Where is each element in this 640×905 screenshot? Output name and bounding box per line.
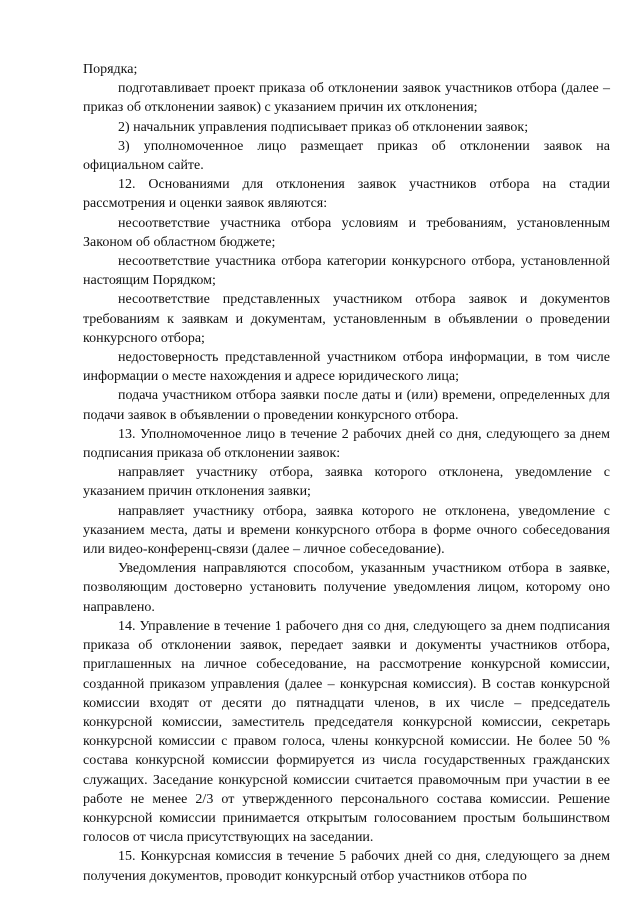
paragraph: 15. Конкурсная комиссия в течение 5 рабочих дней со дня, следующего за днем получения документов, проводит конкурсный отбор участников отбора по bbox=[83, 849, 610, 884]
paragraph: недостоверность представленной участником отбора информации, в том числе информации о месте нахождения и адресе юридического лица; bbox=[83, 350, 610, 385]
paragraph: Уведомления направляются способом, указанным участником отбора в заявке, позволяющим достоверно установить получение уведомления лицом, которому оно направлено. bbox=[83, 561, 610, 615]
paragraph: несоответствие участника отбора категории конкурсного отбора, установленной настоящим Порядком; bbox=[83, 254, 610, 289]
paragraph: направляет участнику отбора, заявка которого отклонена, уведомление с указанием причин отклонения заявки; bbox=[83, 465, 610, 500]
paragraph: подача участником отбора заявки после даты и (или) времени, определенных для подачи заявок в объявлении о проведении конкурсного отбора. bbox=[83, 388, 610, 423]
paragraph: 13. Уполномоченное лицо в течение 2 рабочих дней со дня, следующего за днем подписания приказа об отклонении заявок: bbox=[83, 426, 610, 462]
paragraph: несоответствие участника отбора условиям и требованиям, установленным Законом об областном бюджете; bbox=[83, 215, 610, 250]
paragraph: 14. Управление в течение 1 рабочего дня со дня, следующего за днем подписания приказа об отклонении заявок, передает заявки и документы участников отбора, приглашенных на личное собеседование, на рассмотрение конкурсной комиссии, созданной приказом управления (далее – конкурсная комиссия). В состав конкурсной комиссии входят от десяти до пятнадцати членов, в их числе – председатель конкурсной комиссии, заместитель председателя конкурсной комиссии, секретарь конкурсной комиссии с правом голоса, члены конкурсной комиссии. Не более 50 % состава конкурсной комиссии формируется из числа государственных гражданских служащих. Заседание конкурсной комиссии считается правомочным при участии в ее работе не менее 2/3 от утвержденного персонального состава комиссии. Решение конкурсной комиссии принимается открытым голосованием простым большинством голосов от числа присутствующих на заседании. bbox=[83, 618, 610, 846]
paragraph: 2) начальник управления подписывает приказ об отклонении заявок; bbox=[118, 119, 529, 135]
paragraph: Порядка; bbox=[83, 62, 138, 77]
paragraph: 3) уполномоченное лицо размещает приказ об отклонении заявок на официальном сайте. bbox=[83, 138, 610, 174]
paragraph: направляет участнику отбора, заявка которого не отклонена, уведомление с указанием места, даты и времени конкурсного отбора в форме очного собеседования или видео-конференц-связи (далее – личное собеседование). bbox=[83, 503, 610, 558]
paragraph: 12. Основаниями для отклонения заявок участников отбора на стадии рассмотрения и оценки заявок являются: bbox=[83, 177, 610, 212]
paragraph: подготавливает проект приказа об отклонении заявок участников отбора (далее – приказ об отклонении заявок) с указанием причин их отклонения; bbox=[83, 81, 610, 116]
paragraph: несоответствие представленных участником отбора заявок и документов требованиям к заявкам и документам, установленным в объявлении о проведении конкурсного отбора; bbox=[83, 292, 610, 346]
